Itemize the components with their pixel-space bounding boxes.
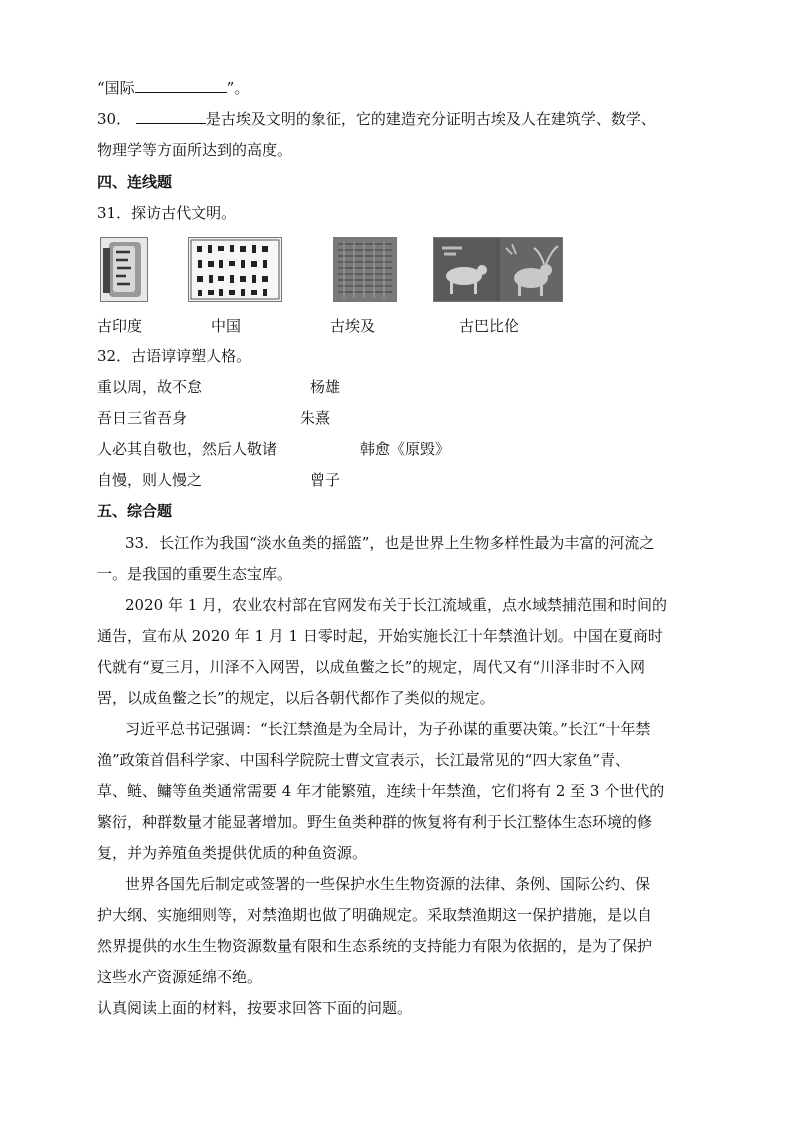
q31-label-egypt[interactable]: 古埃及 [330,317,376,335]
q31-label-china[interactable]: 中国 [211,317,242,335]
q32-quote-4[interactable]: 自慢，则人慢之 [97,471,203,489]
q31-title: 31．探访古代文明。 [97,204,237,222]
section5-title: 五、综合题 [97,502,173,520]
q33-line: 这些水产资源延绵不绝。 [97,968,263,986]
q33-line: 罟，以成鱼鳖之长”的规定，以后各朝代都作了类似的规定。 [97,689,495,707]
q30-number: 30． [97,110,132,128]
q33-line: 33．长江作为我国“淡水鱼类的摇篮”，也是世界上生物多样性最为丰富的河流之 [125,534,655,552]
q32-author-3[interactable]: 韩愈《原毁》 [360,440,451,458]
ancient-inscription-texture-image [333,237,397,302]
q32-quote-1[interactable]: 重以周，故不怠 [97,378,203,396]
q32-author-2[interactable]: 朱熹 [300,409,331,427]
q33-line: 繁衍，种群数量才能显著增加。野生鱼类种群的恢复将有利于长江整体生态环境的修 [97,813,653,831]
q33-line: 一。是我国的重要生态宝库。 [97,565,293,583]
q32-author-1[interactable]: 杨雄 [310,378,341,396]
q29-answer-blank[interactable] [135,78,227,93]
q30-line1 [97,109,656,129]
ancient-animal-seals-image [433,237,563,302]
q32-quote-2[interactable]: 吾日三省吾身 [97,409,188,427]
q33-line: 习近平总书记强调：“长江禁渔是为全局计，为子孙谋的重要决策。”长江“十年禁 [125,720,651,738]
q30-line2: 物理学等方面所达到的高度。 [97,141,293,159]
q31-label-india[interactable]: 古印度 [97,317,143,335]
q33-line: 渔”政策首倡科学家、中国科学院院士曹文宣表示，长江最常见的“四大家鱼”青、 [97,751,631,769]
q33-line: 世界各国先后制定或签署的一些保护水生生物资源的法律、条例、国际公约、保 [125,875,651,893]
q32-quote-3[interactable]: 人必其自敬也，然后人敬诸 [97,440,278,458]
q29-tail [97,78,249,98]
q33-line: 复，并为养殖鱼类提供优质的种鱼资源。 [97,844,368,862]
q32-author-4[interactable]: 曾子 [310,471,341,489]
q33-line: 代就有“夏三月，川泽不入网罟，以成鱼鳖之长”的规定，周代又有“川泽非时不入网 [97,658,646,676]
q29-prefix: “国际 [97,79,135,97]
q33-line: 护大纲、实施细则等，对禁渔期也做了明确规定。采取禁渔期这一保护措施，是以自 [97,906,653,924]
ancient-seal-tablet-image [100,237,148,302]
ancient-script-grid-image [188,237,282,302]
q32-title: 32．古语谆谆塑人格。 [97,347,252,365]
q30-answer-blank[interactable] [136,109,206,124]
q30-text-line1: 是古埃及文明的象征，它的建造充分证明古埃及人在建筑学、数学、 [205,110,656,128]
q33-line: 然界提供的水生生物资源数量有限和生态系统的支持能力有限为依据的，是为了保护 [97,937,653,955]
q29-suffix: ”。 [226,79,250,97]
q31-label-babylon[interactable]: 古巴比伦 [459,317,520,335]
q33-line: 2020 年 1 月，农业农村部在官网发布关于长江流域重，点水域禁捕范围和时间的 [125,596,668,614]
section4-title: 四、连线题 [97,173,173,191]
q33-line: 草、鲢、鳙等鱼类通常需要 4 年才能繁殖，连续十年禁渔，它们将有 2 至 3 个世代的 [97,782,665,800]
q33-instruction: 认真阅读上面的材料，按要求回答下面的问题。 [97,999,413,1017]
q33-line: 通告，宣布从 2020 年 1 月 1 日零时起，开始实施长江十年禁渔计划。中国在夏商时 [97,627,663,645]
